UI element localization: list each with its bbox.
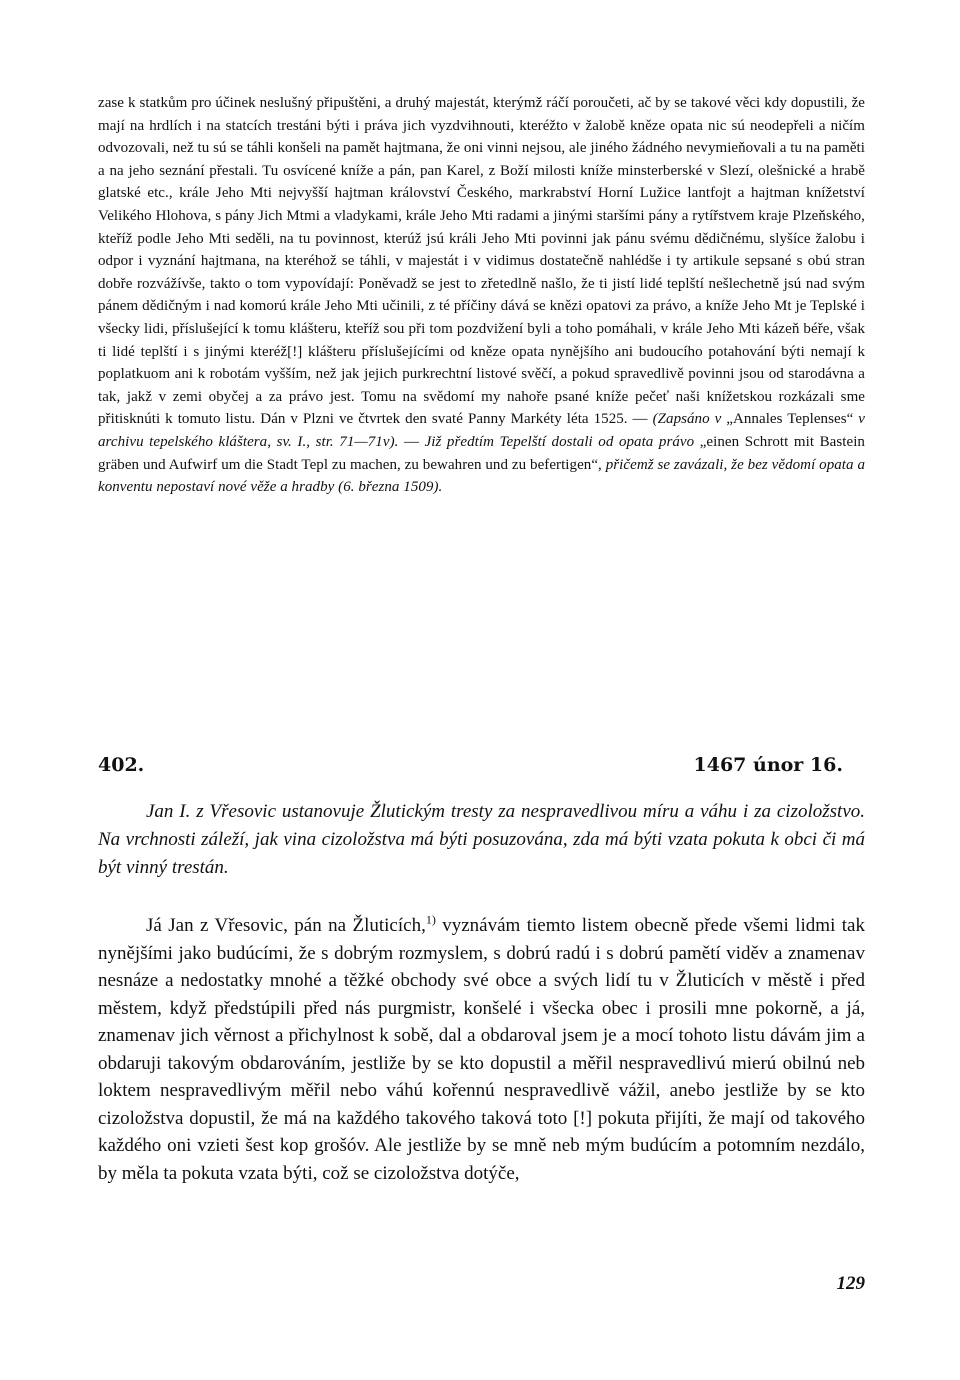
note-part-2: přičemž se zavázali, že bez vědomí opata a konventu nepostaví nové věže a hradby (6. března 1509). [98, 456, 866, 496]
document-date: 1467 únor 16. [693, 754, 843, 776]
previous-document-body: zase k statkům pro účinek neslušný připuštěni, a druhý majestát, kterýmž ráčí poroučeti, ač by se takové věci kdy dopustili, že mají na hrdlích i na statcích trestáni býti i práva jich vyzdvihnouti, kteréžto v žalobě kněze opata nic sú neodepřeli a ničím odvozovali, než tu sú se táhli konšeli na pamět hajtmana, že oni vinni nejsou, ale jiného žádného nevymieňovali a tu na paměti a na jeho seznání přestali. Tu osvícené kníže a pán, pan Karel, z Boží milosti kníže minsterberské v Slezí, olešnické a hrabě glatské etc., krále Jeho Mti nejvyšší hajtman království Českého, markrabství Horní Lužice lantfojt a hajtman knížetství Velikého Hlohova, s pány Jich Mtmi a vladykami, krále Jeho Mti radami a jinými staršími pány a rytířstvem kraje Plzeňského, kteříž podle Jeho Mti seděli, na tu povinnost, kterúž jsú králi Jeho Mti povinni jak pánu svému dědičnému, slyšíce žalobu i odpor i vyznání hajtmana, na kteréhož se táhli, v majestát i v vidimus dostatečně nahlédše i ty artikule sepsané s obú stran dobře rozvážívše, takto o tom vypovídají: Poněvadž se jest to zřetedlně našlo, že ti jistí lidé teplští nešlechetně jsú nad svým pánem dědičným i nad komorú krále Jeho Mti učinili, z té příčiny dává se knězi opatovi za právo, a kníže Jeho Mt je Teplské i všecky lidi, příslušející k tomu klášteru, kteříž sou při tom pozdvižení byli a toho pomáhali, v krále Jeho Mti kázeň béře, však ti lidé teplští i s jinými kteréž[!] klášteru příslušejícími od kněze opata nynějšího ani budoucího potahování býti nemají k poplatkuom ani k robotám vyšším, než jak jejich purkrechtní listové svěčí, a pokud spravedlivě povinni jsou od starodávna a tak, jakž v zemi obyčej a za právo jest. Tomu na svědomí my nahoře psané kníže pečeť naši knížetskou rozkázali sme přitisknúti k tomuto listu. Dán v Plzni ve čtvrtek den svaté Panny Markéty léta 1525. — [98, 95, 865, 428]
note-quote: „einen Schrott mit Bastein gräben und Aufwirf um die Stadt Tepl zu machen, zu bewahren und zu befertigen“, [98, 433, 865, 473]
source-note-part-1: (Zapsáno v [652, 411, 722, 428]
source-note-part-2: v archivu tepelského kláštera, sv. I., str. 71—71v). [98, 411, 865, 450]
body-rest: vyznávám tiemto listem obecně přede všemi lidmi tak nynějšími jako budúcími, že s dobrým rozmyslem, s dobrú radú i s dobrú pamětí viděv a znamenav nesnáze a nedostatky mnohé a těžké obchody své obce a svých lidí tu v Žluticích v městě i před městem, když předstúpili před nás purgmistr, konšelé i všecka obec i prosili mne pokorně, a já, znamenav jich věrnost a přichylnost k sobě, dal a obdaroval jsem je a mocí tohoto listu dávám jim a obdaruji takovým obdarováním, jestliže by se kto dopustil a měřil nespravedlivú mierú obilnú neb loktem nespravedlivým měřil nebo váhú kořennú nespravedlivě vážil, anebo jestliže by se kto cizoložstva dopustil, že má na každého takového taková toto [!] pokuta přijíti, že mají od takového každého oni vzieti šest kop grošóv. Ale jestliže by se mně neb mým budúcím a potomním nezdálo, by měla ta pokuta vzata býti, což se cizoložstva dotýče, [98, 915, 865, 1184]
document-header [98, 754, 865, 784]
page-number: 129 [836, 1273, 865, 1294]
document-number: 402. [98, 754, 145, 776]
previous-document-text [98, 92, 865, 499]
page [98, 92, 866, 1294]
body-start: Já Jan z Vřesovic, pán na Žluticích, [146, 915, 426, 936]
note-dash: — [403, 433, 420, 450]
document-regest: Jan I. z Vřesovic ustanovuje Žlutickým tresty za nespravedlivou míru a váhu i za cizoložstvo. Na vrchnosti záleží, jak vina cizoložstva má býti posuzována, zda má býti vzata pokuta k obci či má být vinný trestán. [98, 801, 865, 878]
note-part-1: Již předtím Tepelští dostali od opata právo [424, 433, 695, 450]
footnote-reference: 1) [425, 912, 436, 927]
document-body [98, 912, 865, 1187]
source-title: „Annales Teplenses“ [726, 411, 854, 428]
